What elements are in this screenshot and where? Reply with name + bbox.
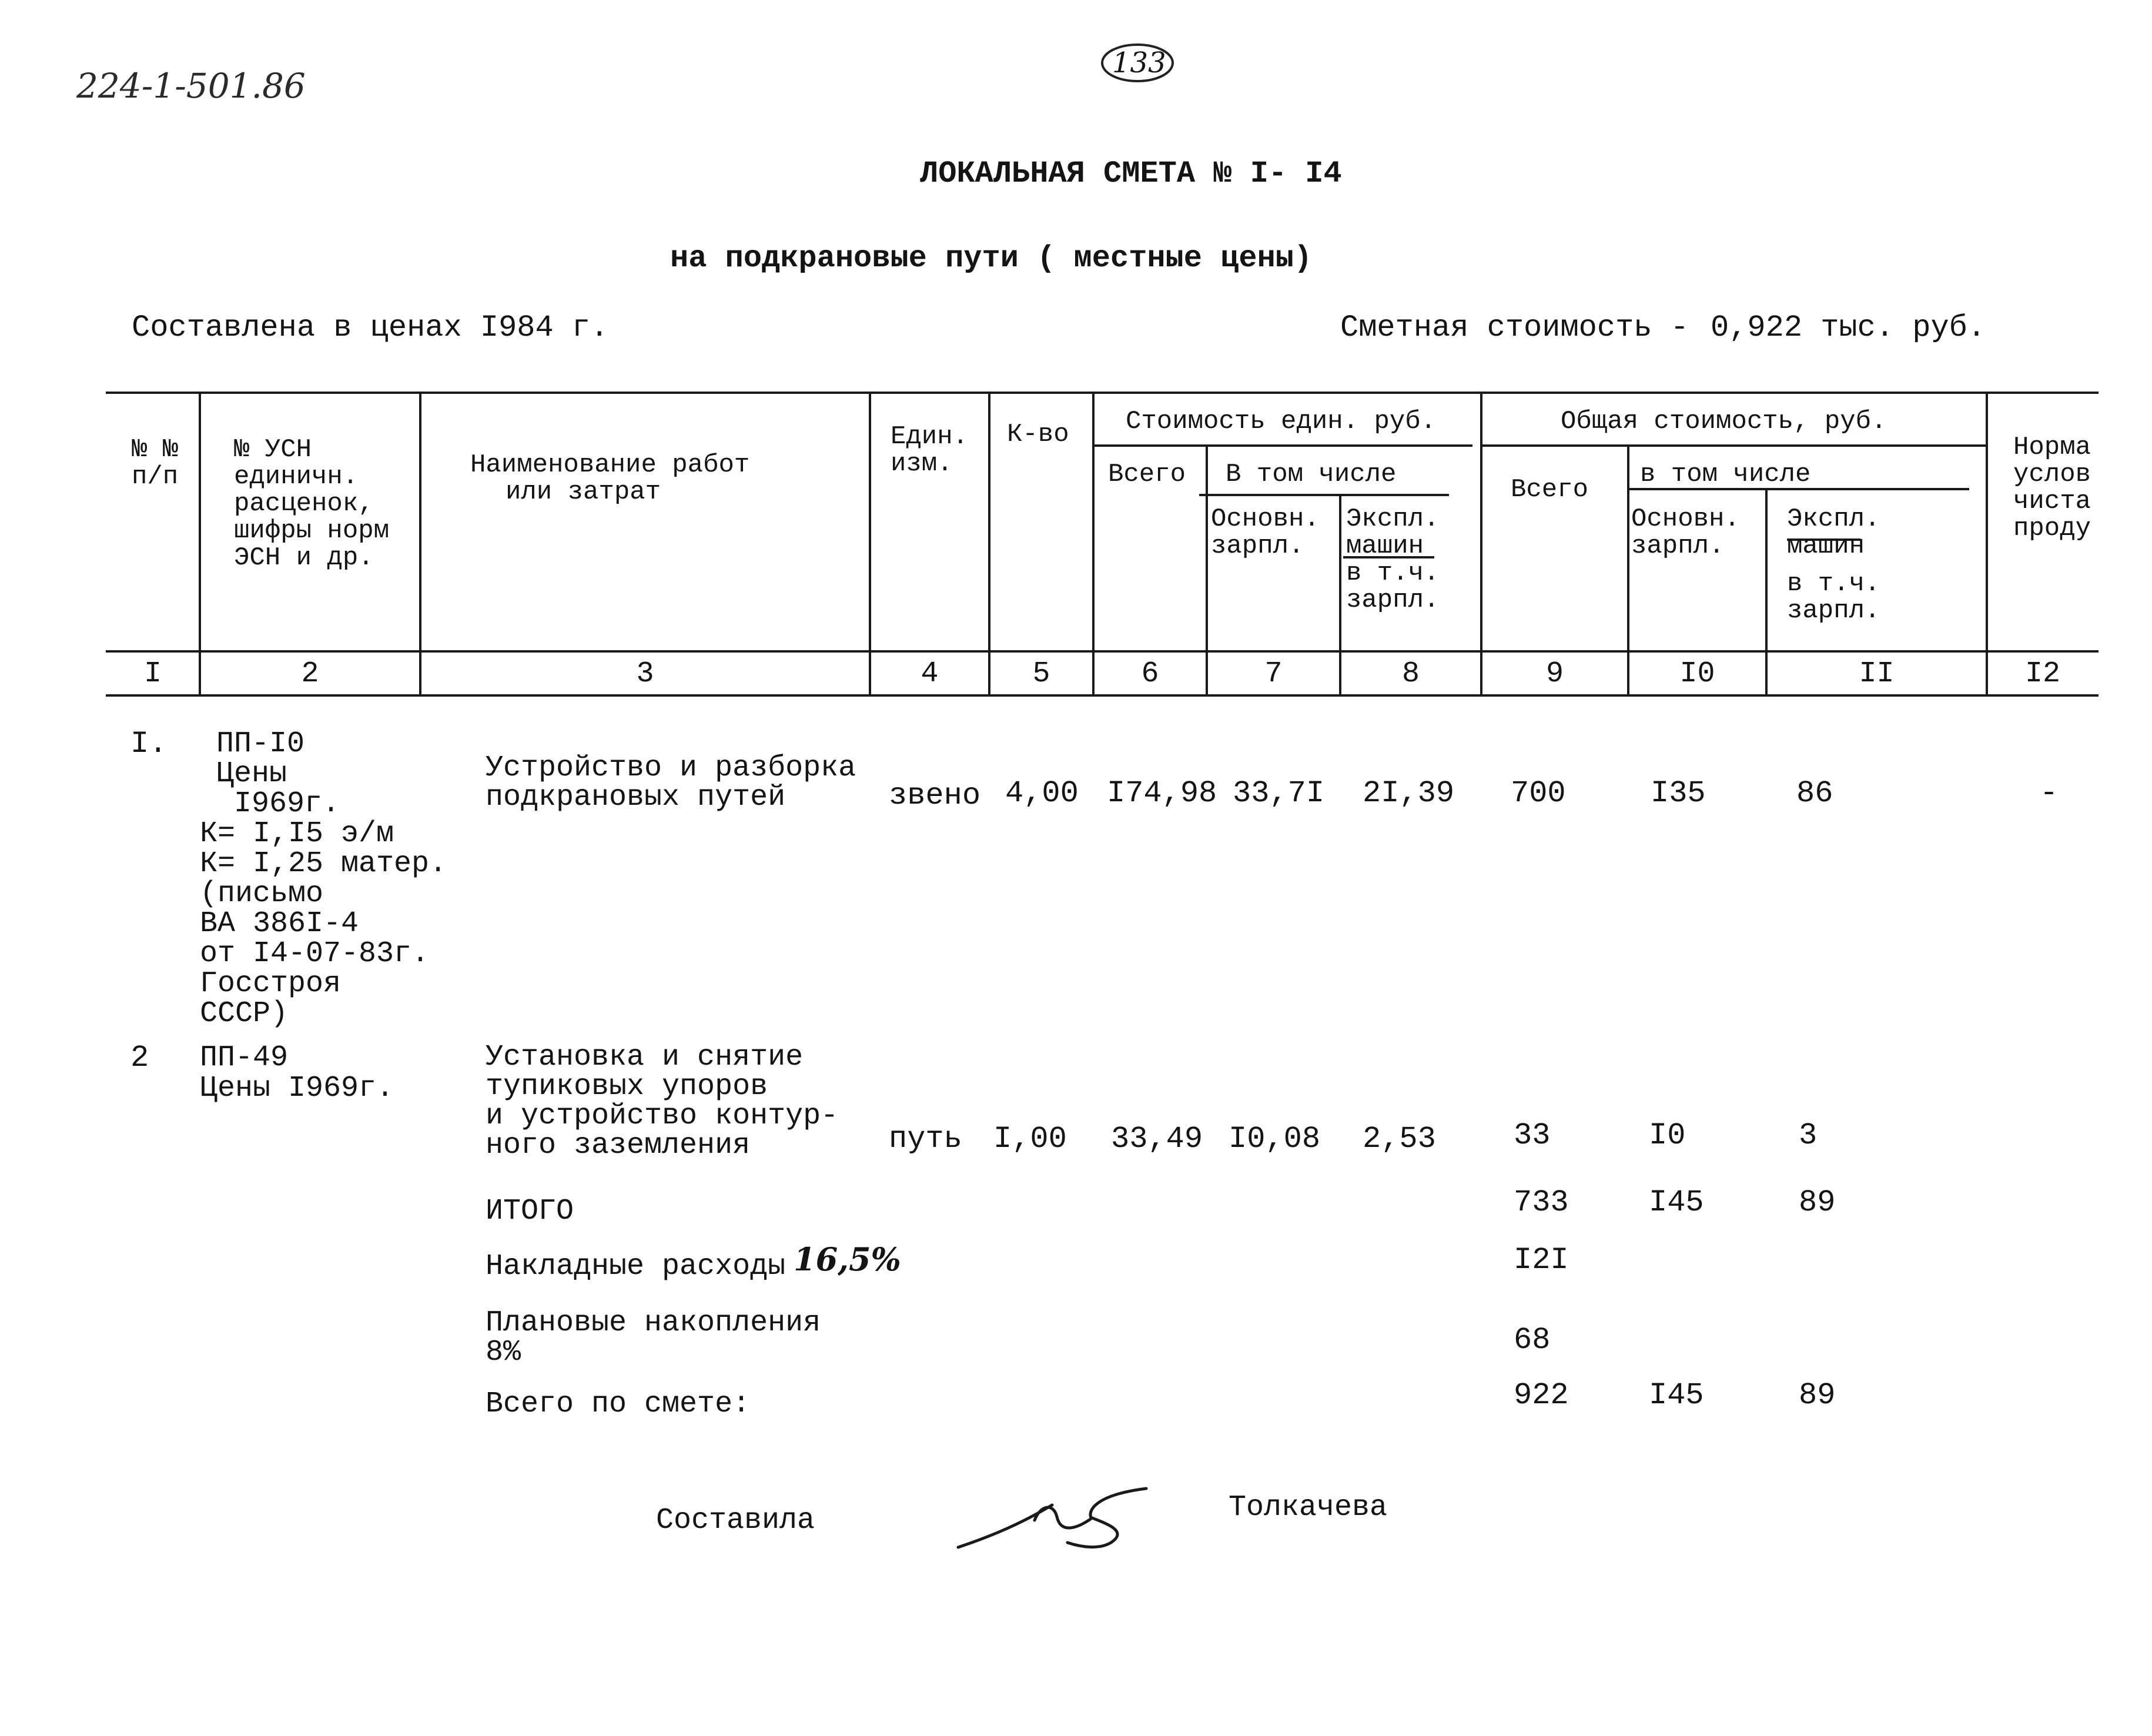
summary-itogo-total: 733 xyxy=(1514,1185,1569,1220)
header-incl2: в том числе xyxy=(1640,460,1811,489)
header-col4: Един. изм. xyxy=(891,422,969,479)
summary-itogo-machines: 89 xyxy=(1799,1185,1836,1220)
estimate-subtitle: на подкрановые пути ( местные цены) xyxy=(670,241,1313,276)
row1-code: ПП-I0 Цены I969г. К= I,I5 э/м К= I,25 матер. (письмо ВА 386I-4 от I4-07-83г. Госстроя СССР) xyxy=(200,727,447,1031)
estimated-cost-value: 0,922 тыс. руб. xyxy=(1711,310,1986,345)
page-number-text: 133 xyxy=(1112,46,1166,79)
summary-itogo-wage: I45 xyxy=(1649,1185,1704,1220)
estimated-cost-label: Сметная стоимость - xyxy=(1340,310,1689,345)
header-machines-unit: Экспл. машин в т.ч. зарпл. xyxy=(1346,504,1440,615)
colnum-10: I0 xyxy=(1679,657,1715,691)
header-col1: № № п/п xyxy=(132,435,179,491)
colnum-3: 3 xyxy=(636,657,654,691)
colnum-7: 7 xyxy=(1264,657,1283,691)
row2-total-wage: I0 xyxy=(1649,1118,1686,1153)
row1-name: Устройство и разборка подкрановых путей xyxy=(486,751,856,814)
row2-unit-machines: 2,53 xyxy=(1363,1122,1436,1156)
summary-overhead-rate: 16,5% xyxy=(794,1240,901,1278)
row2-code: ПП-49 Цены I969г. xyxy=(200,1041,394,1105)
compiler-name: Толкачева xyxy=(1229,1491,1388,1524)
header-incl: В том числе xyxy=(1226,460,1397,489)
row2-unit: путь xyxy=(889,1122,962,1156)
row1-norm: - xyxy=(2040,776,2059,811)
row2-qty: I,00 xyxy=(993,1122,1067,1156)
row1-total-wage: I35 xyxy=(1651,776,1706,811)
row2-unit-total: 33,49 xyxy=(1111,1122,1203,1156)
row1-unit-machines: 2I,39 xyxy=(1363,776,1455,811)
summary-grand-total: 922 xyxy=(1514,1378,1569,1413)
prices-basis: Составлена в ценах I984 г. xyxy=(132,310,609,345)
row1-qty: 4,00 xyxy=(1005,776,1079,811)
row2-total-machines: 3 xyxy=(1799,1118,1818,1153)
header-total-total: Всего xyxy=(1511,475,1589,504)
summary-planned-label: Плановые накопления 8% xyxy=(486,1306,821,1369)
header-base-wage: Основн. зарпл. xyxy=(1211,504,1320,561)
row1-unit-total: I74,98 xyxy=(1107,776,1217,811)
row2-total: 33 xyxy=(1514,1118,1551,1153)
summary-grand-wage: I45 xyxy=(1649,1378,1704,1413)
row2-num: 2 xyxy=(130,1041,149,1075)
summary-planned-total: 68 xyxy=(1514,1323,1551,1357)
header-col3: Наименование работ или затрат xyxy=(470,450,750,507)
colnum-9: 9 xyxy=(1545,657,1564,691)
colnum-4: 4 xyxy=(921,657,939,691)
summary-grand-label: Всего по смете: xyxy=(486,1387,751,1421)
document-number: 224-1-501.86 xyxy=(76,66,306,106)
header-col5: К-во xyxy=(1007,420,1069,449)
summary-overhead-label: Накладные расходы xyxy=(486,1250,786,1283)
header-machines-total: Экспл. машин в т.ч. зарпл. xyxy=(1787,504,1880,626)
row1-unit: звено xyxy=(889,778,981,813)
colnum-2: 2 xyxy=(301,657,319,691)
colnum-1: I xyxy=(143,657,162,691)
header-total-cost: Общая стоимость, руб. xyxy=(1561,407,1887,436)
row1-total-machines: 86 xyxy=(1796,776,1833,811)
row1-unit-wage: 33,7I xyxy=(1233,776,1325,811)
header-base-wage2: Основн. зарпл. xyxy=(1631,504,1740,561)
row2-unit-wage: I0,08 xyxy=(1229,1122,1321,1156)
row2-name: Установка и снятие тупиковых упоров и устройство контур- ного заземления xyxy=(486,1041,839,1162)
summary-grand-machines: 89 xyxy=(1799,1378,1836,1413)
colnum-8: 8 xyxy=(1401,657,1420,691)
signature-icon xyxy=(952,1481,1164,1558)
header-unit-total: Всего xyxy=(1108,460,1186,489)
row1-num: I. xyxy=(130,727,168,761)
row1-total: 700 xyxy=(1511,776,1566,811)
summary-itogo-label: ИТОГО xyxy=(486,1195,574,1228)
colnum-12: I2 xyxy=(2024,657,2060,691)
header-col2: № УСН единичн. расценок, шифры норм ЭСН и др. xyxy=(234,435,390,573)
header-unit-cost: Стоимость един. руб. xyxy=(1126,407,1437,436)
colnum-11: II xyxy=(1859,657,1895,691)
colnum-6: 6 xyxy=(1141,657,1159,691)
summary-overhead-total: I2I xyxy=(1514,1243,1569,1277)
colnum-5: 5 xyxy=(1032,657,1050,691)
estimate-title: ЛОКАЛЬНАЯ СМЕТА № I- I4 xyxy=(920,156,1342,191)
compiled-label: Составила xyxy=(656,1504,815,1537)
header-col12: Норма услов чиста проду xyxy=(2013,433,2091,543)
